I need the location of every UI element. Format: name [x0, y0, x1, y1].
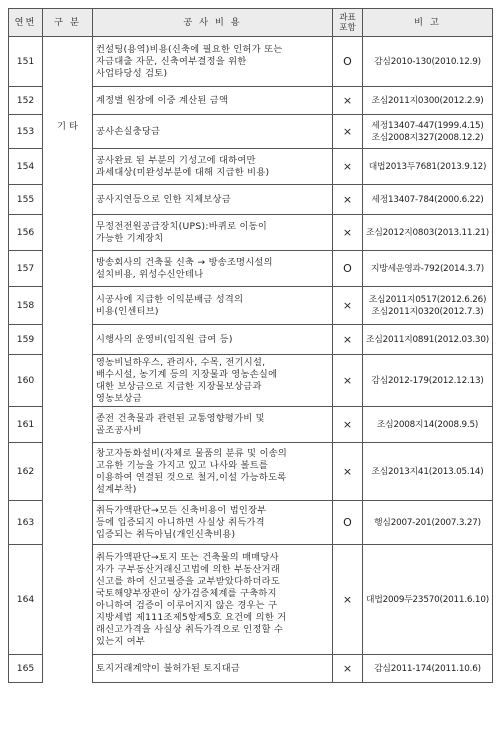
description-line: 공사지연등으로 인한 지체보상금: [96, 193, 231, 205]
reference-line: 감심2010-130(2010.12.9): [374, 56, 481, 67]
tax-inclusion-mark: ×: [333, 215, 363, 251]
description-line: 신고를 하여 신고필증을 교부받았다하더라도: [96, 575, 280, 587]
description-line: 취득가액판단→모든 신축비용이 법인장부: [96, 504, 267, 516]
description-line: 취득가액판단→토지 또는 건축물의 매매당사: [96, 551, 279, 563]
row-number: 157: [9, 251, 43, 287]
reference-line: 세정13407-784(2000.6.22): [371, 194, 484, 205]
description-line: 사업타당성 검토): [96, 67, 168, 79]
reference-line: 행심2007-201(2007.3.27): [374, 517, 481, 528]
reference-line: 조심2013지41(2013.05.14): [371, 466, 484, 477]
description-line: 비용(인센티브): [96, 305, 159, 317]
cost-description: [93, 545, 333, 655]
description-line: 시행사의 운영비(임직원 급여 등): [96, 333, 233, 345]
description-line: 고유한 기능을 가지고 있고 나사와 볼트를: [96, 459, 269, 471]
description-line: 설치비용, 위성수신안테나: [96, 268, 204, 280]
remark-reference: [363, 251, 493, 287]
remark-reference: [363, 325, 493, 355]
description-line: 시공사에 지급한 이익분배금 성격의: [96, 293, 244, 305]
cost-description: [93, 215, 333, 251]
cost-description: [93, 655, 333, 683]
header-no: 연번: [9, 9, 43, 37]
reference-line: 조심2008지14(2008.9.5): [376, 419, 479, 430]
tax-inclusion-mark: ×: [333, 443, 363, 501]
remark-reference: [363, 87, 493, 115]
description-line: 설계부착): [96, 483, 137, 495]
description-line: 컨설팅(용역)비용(신축에 필요한 인허가 또는: [96, 43, 283, 55]
remark-reference: [363, 149, 493, 185]
row-number: 164: [9, 545, 43, 655]
row-number: 162: [9, 443, 43, 501]
description-line: 방송회사의 건축물 신축 → 방송조명시설의: [96, 256, 273, 268]
header-item: 공 사 비 용: [93, 9, 333, 37]
tax-inclusion-mark: ×: [333, 655, 363, 683]
header-category: 구 분: [43, 9, 93, 37]
tax-inclusion-mark: ×: [333, 355, 363, 407]
description-line: 등에 입증되지 아니하면 사실상 취득가격: [96, 516, 265, 528]
header-remark: 비 고: [363, 9, 493, 37]
row-number: 152: [9, 87, 43, 115]
cost-description: [93, 325, 333, 355]
remark-reference: [363, 215, 493, 251]
description-line: 배수시설, 농기계 등의 지장물과 영농손실에: [96, 368, 278, 380]
remark-reference: [363, 655, 493, 683]
description-line: 공사완료 된 부분의 기성고에 대하여만: [96, 154, 256, 166]
remark-reference: [363, 501, 493, 545]
description-line: 대한 보상금으로 지급한 지장물보상금과: [96, 380, 262, 392]
tax-inclusion-mark: ×: [333, 87, 363, 115]
description-line: 지방세법 제111조제5항제5호 요건에 의한 거: [96, 611, 287, 623]
description-line: 영농비닐하우스, 관리사, 수목, 전기시설,: [96, 356, 266, 368]
tax-inclusion-mark: O: [333, 501, 363, 545]
reference-line: 조심2008지327(2008.12.2): [371, 132, 484, 143]
description-line: 과세대상(미완성부분에 대해 지급한 비용): [96, 166, 270, 178]
remark-reference: [363, 407, 493, 443]
description-line: 자가 구부동산거래신고법에 의한 부동산거래: [96, 563, 280, 575]
row-number: 161: [9, 407, 43, 443]
description-line: 영농보상금: [96, 392, 142, 404]
row-number: 160: [9, 355, 43, 407]
description-line: 토지거래계약이 불허가된 토지대금: [96, 662, 241, 674]
remark-reference: [363, 443, 493, 501]
reference-line: 감심2012-179(2012.12.13): [371, 375, 484, 386]
remark-reference: [363, 355, 493, 407]
description-line: 무정전전원공급장치(UPS):바퀴로 이동이: [96, 220, 268, 232]
row-number: 158: [9, 287, 43, 325]
reference-line: 대법2013두7681(2013.9.12): [368, 161, 487, 172]
row-number: 165: [9, 655, 43, 683]
description-line: 가능한 기계장치: [96, 232, 164, 244]
row-number: 151: [9, 37, 43, 87]
tax-inclusion-mark: O: [333, 37, 363, 87]
reference-line: 조심2011지0320(2012.7.3): [371, 306, 484, 317]
description-line: 계정별 원장에 이중 계산된 금액: [96, 94, 229, 106]
reference-line: 감심2011-174(2011.10.6): [374, 663, 481, 674]
remark-reference: [363, 545, 493, 655]
cost-description: [93, 251, 333, 287]
tax-inclusion-mark: ×: [333, 407, 363, 443]
description-line: 공사손실충당금: [96, 125, 161, 137]
reference-line: 조심2011지0891(2012.03.30): [366, 334, 489, 345]
reference-line: 조심2011지0300(2012.2.9): [371, 95, 484, 106]
description-line: 이용하여 연결된 것으로 철거,이설 가능하도록: [96, 471, 287, 483]
row-number: 159: [9, 325, 43, 355]
row-number: 155: [9, 185, 43, 215]
table-row: [9, 37, 493, 87]
category-cell: [43, 37, 93, 683]
table-body: [9, 37, 493, 683]
tax-inclusion-mark: ×: [333, 325, 363, 355]
tax-inclusion-mark: ×: [333, 185, 363, 215]
description-line: 골조공사비: [96, 424, 142, 436]
cost-description: [93, 87, 333, 115]
tax-inclusion-mark: ×: [333, 545, 363, 655]
description-line: 있는지 여부: [96, 635, 146, 647]
reference-line: 지방세운영과-792(2014.3.7): [371, 263, 484, 274]
description-line: 국토해양부장관이 상가검증체계를 구축하지: [96, 587, 277, 599]
header-tax: 과표포함: [333, 9, 363, 37]
remark-reference: [363, 287, 493, 325]
tax-inclusion-mark: ×: [333, 115, 363, 149]
row-number: 154: [9, 149, 43, 185]
remark-reference: [363, 185, 493, 215]
row-number: 153: [9, 115, 43, 149]
description-line: 입증되는 취득아님(개인신축비용): [96, 528, 236, 540]
cost-description: [93, 501, 333, 545]
cost-description: [93, 149, 333, 185]
cost-description: [93, 443, 333, 501]
tax-inclusion-mark: O: [333, 251, 363, 287]
reference-line: 세정13407-447(1999.4.15): [371, 120, 484, 131]
category-label: 기 타: [57, 121, 78, 132]
reference-line: 조심2012지0803(2013.11.21): [366, 227, 489, 238]
cost-description: [93, 37, 333, 87]
tax-inclusion-mark: ×: [333, 287, 363, 325]
description-line: 창고자동화설비(자체로 물품의 분류 및 이송의: [96, 447, 288, 459]
description-line: 종전 건축물과 관련된 교통영향평가비 및: [96, 412, 265, 424]
reference-line: 대법2009두23570(2011.6.10): [366, 594, 489, 605]
description-line: 래신고가격을 사실상 취득가격으로 인정할 수: [96, 623, 284, 635]
reference-line: 조심2011지0517(2012.6.26): [368, 294, 487, 305]
table-header-row: [9, 9, 493, 37]
cost-description: [93, 355, 333, 407]
description-line: 자금대출 자문, 신축여부결정을 위한: [96, 55, 247, 67]
cost-description: [93, 115, 333, 149]
description-line: 아니하여 검증이 이루어지지 않은 경우는 구: [96, 599, 278, 611]
tax-inclusion-mark: ×: [333, 149, 363, 185]
cost-table: [8, 8, 493, 683]
remark-reference: [363, 37, 493, 87]
cost-description: [93, 287, 333, 325]
remark-reference: [363, 115, 493, 149]
row-number: 163: [9, 501, 43, 545]
cost-description: [93, 407, 333, 443]
row-number: 156: [9, 215, 43, 251]
cost-description: [93, 185, 333, 215]
